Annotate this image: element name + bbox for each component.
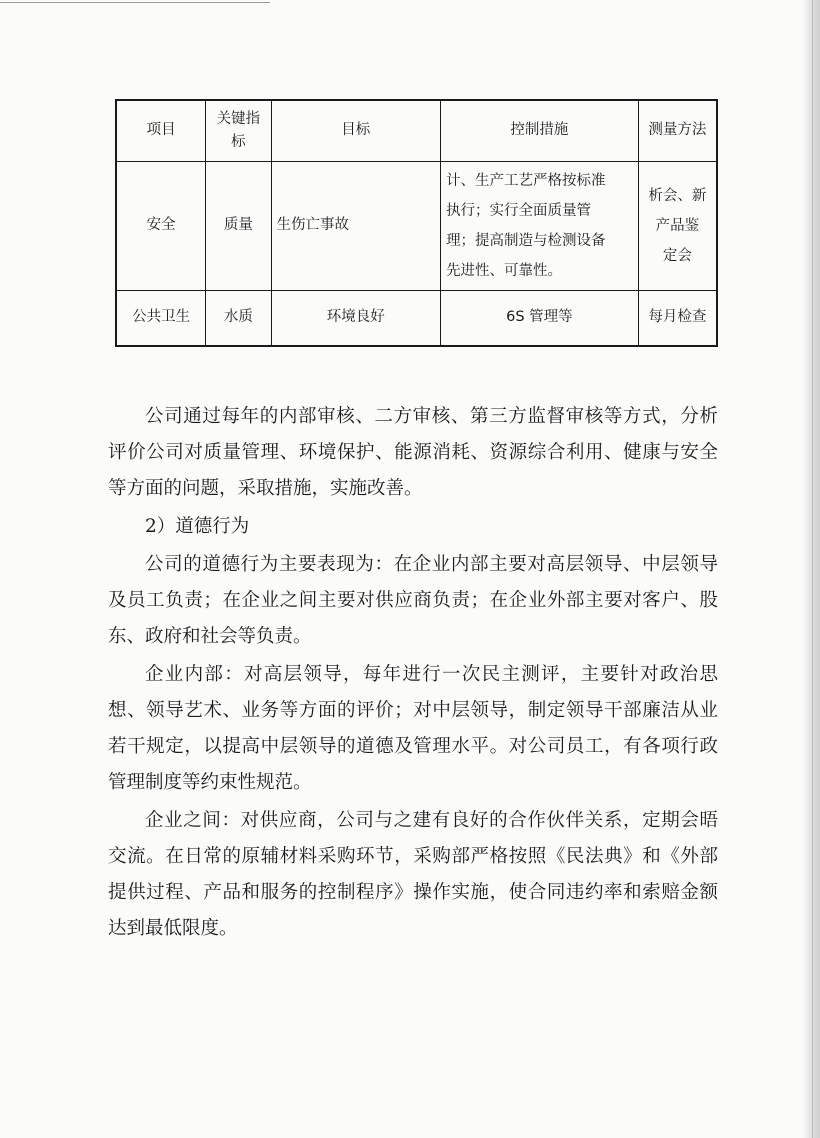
header-method: 测量方法 bbox=[638, 100, 717, 162]
scan-artifact-line bbox=[0, 2, 270, 3]
cell-measures bbox=[441, 162, 639, 291]
cell-method-line: 定会 bbox=[662, 248, 692, 264]
control-measures-table bbox=[115, 99, 718, 347]
cell-target: 环境良好 bbox=[271, 291, 441, 347]
cell-method bbox=[638, 162, 717, 291]
paragraph-review: 公司通过每年的内部审核、二方审核、第三方监督审核等方式，分析评价公司对质量管理、环境保护、能源消耗、资源综合利用、健康与安全等方面的问题，采取措施，实施改善。 bbox=[108, 406, 718, 499]
scan-artifact-edge bbox=[802, 0, 820, 1138]
paragraph-internal: 企业内部：对高层领导，每年进行一次民主测评，主要针对政治思想、领导艺术、业务等方面的评价；对中层领导，制定领导干部廉洁从业若干规定，以提高中层领导的道德及管理水平。对公司员工，有各项行政管理制度等约束性规范。 bbox=[108, 664, 718, 793]
paragraph-ethics: 公司的道德行为主要表现为：在企业内部主要对高层领导、中层领导及员工负责；在企业之间主要对供应商负责；在企业外部主要对客户、股东、政府和社会等负责。 bbox=[108, 554, 718, 647]
cell-measures-line: 先进性、可靠性。 bbox=[446, 263, 563, 279]
header-target: 目标 bbox=[271, 100, 441, 162]
cell-method-line: 析会、新 bbox=[648, 188, 707, 204]
section-heading-ethics: 2）道德行为 bbox=[145, 516, 250, 537]
cell-item: 安全 bbox=[116, 162, 206, 291]
cell-item: 公共卫生 bbox=[116, 291, 206, 347]
cell-indicator: 质量 bbox=[206, 162, 271, 291]
header-item: 项目 bbox=[116, 100, 206, 162]
cell-measures-line: 计、生产工艺严格按标准 bbox=[446, 173, 606, 189]
cell-method: 每月检查 bbox=[638, 291, 717, 347]
header-indicator: 关键指标 bbox=[206, 100, 271, 162]
header-measures: 控制措施 bbox=[441, 100, 639, 162]
cell-measures-line: 理；提高制造与检测设备 bbox=[446, 233, 606, 249]
cell-target: 生伤亡事故 bbox=[271, 162, 441, 291]
cell-method-line: 产品鉴 bbox=[655, 218, 700, 234]
table-header-row bbox=[116, 100, 717, 162]
document-body bbox=[108, 399, 718, 947]
cell-measures: 6S 管理等 bbox=[441, 291, 639, 347]
table-row bbox=[116, 162, 717, 291]
cell-measures-line: 执行；实行全面质量管 bbox=[446, 203, 592, 219]
cell-indicator: 水质 bbox=[206, 291, 271, 347]
table-row bbox=[116, 291, 717, 347]
paragraph-suppliers: 企业之间：对供应商，公司与之建有良好的合作伙伴关系，定期会晤交流。在日常的原辅材料采购环节，采购部严格按照《民法典》和《外部提供过程、产品和服务的控制程序》操作实施，使合同违约率和索赔金额达到最低限度。 bbox=[108, 810, 718, 939]
